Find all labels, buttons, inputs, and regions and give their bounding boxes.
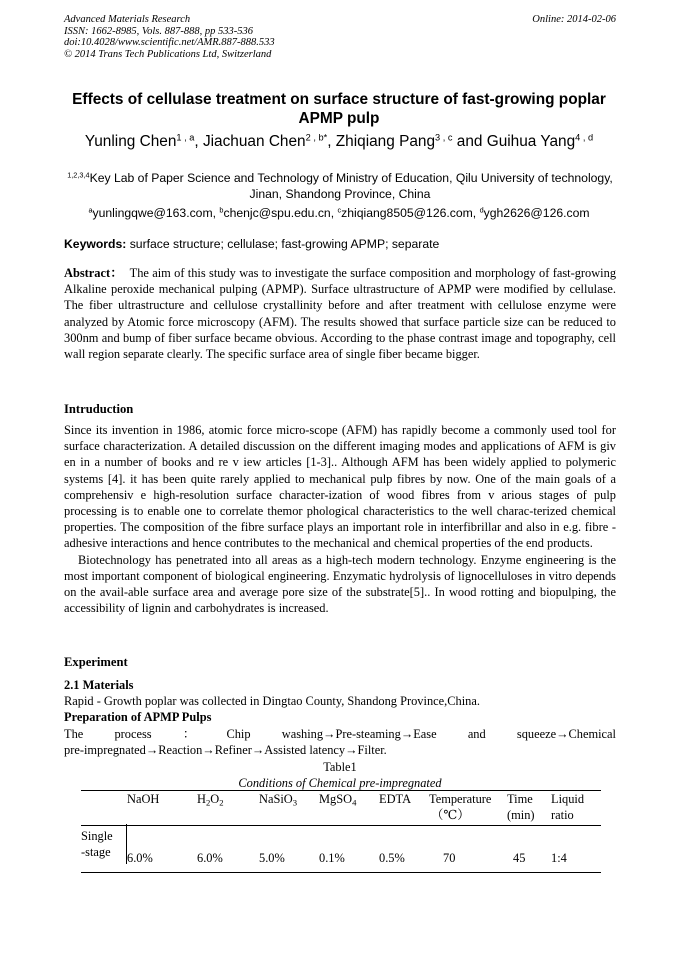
table-cell: 5.0%	[259, 851, 285, 865]
subsection-heading-materials: 2.1 Materials	[64, 678, 134, 692]
process-text	[64, 726, 616, 758]
table-header-cell: NaSiO$_3$	[259, 792, 298, 808]
table-cell: 70	[443, 851, 456, 865]
table-header-cell	[81, 791, 127, 826]
journal-header	[64, 14, 616, 60]
table-caption: Table1	[323, 760, 357, 774]
keywords-label: Keywords:	[64, 237, 127, 251]
author: Zhiqiang Pang$^3$ , $^c$ and	[335, 132, 487, 150]
table-row	[81, 826, 601, 873]
introduction-body	[64, 422, 616, 616]
journal-issn: ISSN: 1662-8985, Vols. 887-888, pp 533-536	[64, 25, 253, 37]
process-line: The process ： Chip washing→Pre-steaming→Ease and squeeze→Chemical	[64, 727, 616, 741]
table-header-cell: EDTA	[379, 792, 412, 806]
table-cell: 6.0%	[197, 851, 223, 865]
affiliation: $^{1,2,3,4}$Key Lab of Paper Science and Technology of Ministry of Education, Qilu University of technology, Jinan, Shandong Province, China	[67, 170, 613, 201]
section-heading-experiment: Experiment	[64, 655, 128, 669]
email-link[interactable]: chenjc@spu.edu.cn	[223, 206, 331, 220]
online-date: Online: 2014-02-06	[532, 14, 616, 25]
table-header-cell: Temperature （℃）	[429, 792, 492, 822]
keywords-text: surface structure; cellulase; fast-growing APMP; separate	[129, 237, 440, 251]
abstract: Abstract： The aim of this study was to investigate the surface composition and morphology of fast-growing Alkaline peroxide mechanical pulping (APMP). Surface ultrastructure of APMP were modified by cellulase. The fiber ultrastructure and cellulose crystallinity before and after treatment with cellulose enzyme were analyzed by Atomic force microscopy (AFM). The results showed that surface particle size can be reduced to 300nm and bump of fiber surface became obvious. According to the phase contrast image and topography, cell wall region separate clearly. The specific surface area of single fiber became bigger.	[64, 266, 617, 362]
journal-copyright: © 2014 Trans Tech Publications Ltd, Switzerland	[64, 48, 272, 60]
abstract-label: Abstract	[64, 266, 111, 280]
table-cell: 45	[513, 851, 526, 865]
table-cell: 1:4	[551, 851, 567, 865]
journal-name: Advanced Materials Research	[64, 14, 191, 25]
paper-title: Effects of cellulase treatment on surface structure of fast-growing poplar APMP pulp	[72, 91, 606, 127]
abstract-text: The aim of this study was to investigate the surface composition and morphology of fast-growing Alkaline peroxide mechanical pulping (APMP). Surface ultrastructure of APMP were modified by cellulase. The fiber ultrastructure and cellulose crystallinity before and after treatment with cellulose enzyme were analyzed by Atomic force microscopy (AFM). The results showed that surface particle size can be reduced to 300nm and bump of fiber surface became obvious. According to the phase contrast image and topography, cell wall region separate clearly. The specific surface area of single fiber became bigger.	[64, 266, 617, 362]
author-list	[40, 132, 638, 152]
table-header-cell: Time (min)	[507, 792, 535, 822]
keywords	[64, 236, 616, 252]
table-header-cell: MgSO$_4$	[319, 792, 357, 808]
section-heading-introduction: Intruduction	[64, 402, 134, 416]
table-cell: 6.0%	[127, 851, 153, 865]
author: Guihua Yang$^4$ , $^d$	[486, 132, 594, 150]
table-header-cell: Liquid ratio	[551, 792, 585, 822]
table-header-row	[81, 791, 601, 826]
author: Yunling Chen$^1$ , $^a$,	[84, 132, 203, 150]
author: Jiachuan Chen$^2$ , $^{b*}$,	[202, 132, 336, 150]
table-header-cell: NaOH	[127, 792, 160, 806]
paragraph: Since its invention in 1986, atomic force micro-scope (AFM) has rapidly become a commonly used tool for surface characterization. A detailed discussion on the different imaging modes and applications of AFM is giv en in a number of books and re v iew articles [1-3].. Although AFM has been widely applied to polymeric systems [4]. it has been quite rarely applied to mechanical pulp fibres by now. One of the main goals of a comprehensiv e high-resolution surface character-ization of wood fibres from v arious stages of pulp processing is to enable one to correlate themor phological characteristics to the well charac-terized chemical properties. The composition of the fibre surface plays an important role in interfibrillar and also in e.g. fibre -adhesive interactions and hence contributes to the mechanical and chemical properties of the end products.	[64, 423, 616, 551]
table-divider	[126, 824, 127, 864]
table-row-label: Single -stage	[81, 829, 113, 859]
subsection-heading-preparation: Preparation of APMP Pulps	[64, 710, 212, 724]
process-line: pre-impregnated→Reaction→Refiner→Assisted latency→Filter.	[64, 743, 387, 758]
email-link[interactable]: zhiqiang8505@126.com	[341, 206, 473, 220]
table-subtitle: Conditions of Chemical pre-impregnated	[238, 776, 442, 790]
email-link[interactable]: yunlingqwe@163.com	[92, 206, 213, 220]
journal-doi: doi:10.4028/www.scientific.net/AMR.887-888.533	[64, 37, 275, 48]
table-cell: 0.5%	[379, 851, 405, 865]
email-link[interactable]: ygh2626@126.com	[483, 206, 590, 220]
author-emails: $^a$yunlingqwe@163.com, $^b$chenjc@spu.edu.cn, $^c$zhiqiang8505@126.com, $^d$ygh2626@126.com	[88, 205, 590, 220]
conditions-table	[81, 790, 601, 873]
table-cell: 0.1%	[319, 851, 345, 865]
paragraph: Biotechnology has penetrated into all areas as a high-tech modern technology. Enzyme engineering is the most important component of biological engineering. Enzymatic hydrolysis of lignocelluloses in vitro depends on the avail-able surface area and average pore size of the substrate[5].. In wood rotting and biopulping, the accessibility of lignin and carbohydrates is increased.	[64, 552, 616, 616]
materials-text: Rapid - Growth poplar was collected in Dingtao County, Shandong Province,China.	[64, 694, 480, 708]
table-header-cell: $H_2O_2$	[197, 792, 224, 808]
